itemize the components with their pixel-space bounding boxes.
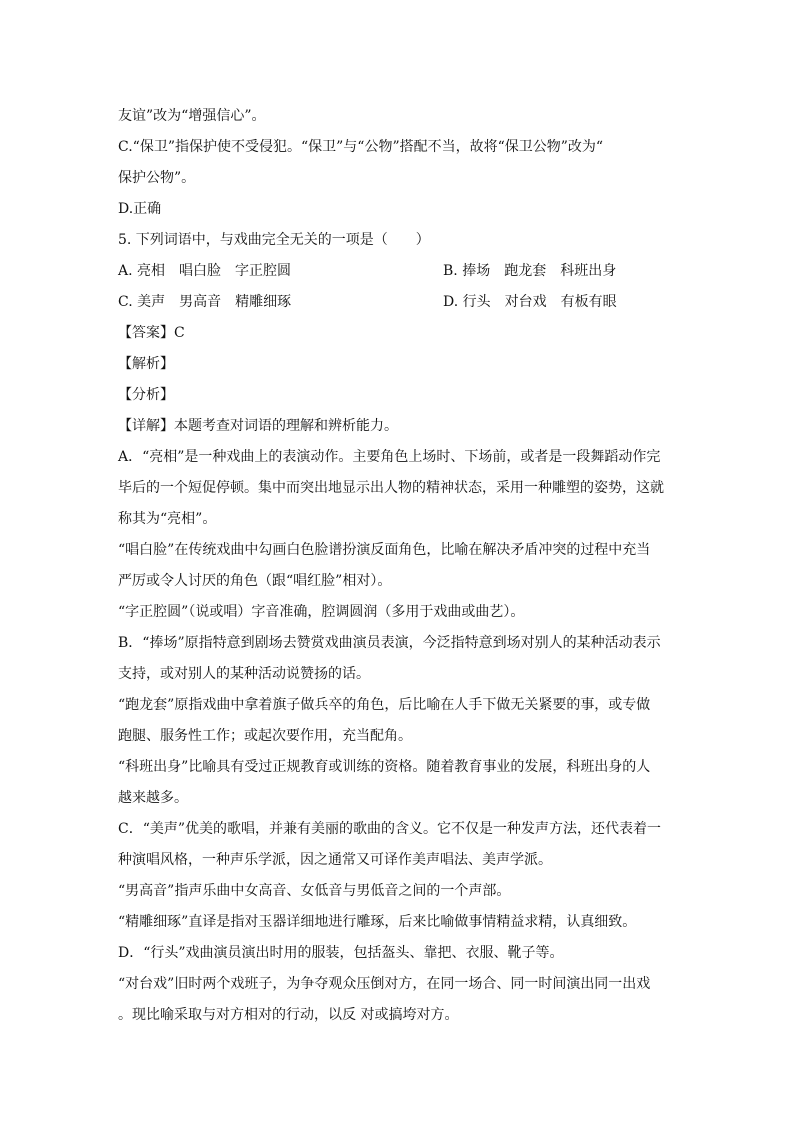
text-line: C.“保卫”指保护使不受侵犯。“保卫”与“公物”搭配不当，故将“保卫公物”改为“	[118, 139, 604, 155]
text-line: 保护公物”。	[118, 170, 196, 186]
detail-line: 支持，或对别人的某种活动说赞扬的话。	[118, 666, 370, 682]
detail-line: 。现比喻采取与对方相对的行动，以反 对或搞垮对方。	[118, 1007, 459, 1023]
detail-line: 严厉或令人讨厌的角色（跟“唱红脸”相对）。	[118, 573, 392, 589]
detail-line: C．“美声”优美的歌唱，并兼有美丽的歌曲的含义。它不仅是一种发声方法，还代表着一	[118, 821, 662, 837]
fenxi-heading: 【分析】	[118, 387, 174, 403]
detail-line: “男高音”指声乐曲中女高音、女低音与男低音之间的一个声部。	[118, 883, 511, 899]
detail-line: “跑龙套”原指戏曲中拿着旗子做兵卒的角色，后比喻在人手下做无关紧要的事，或专做	[118, 697, 651, 713]
detail-line: 种演唱风格，一种声乐学派，因之通常又可译作美声唱法、美声学派。	[118, 852, 552, 868]
options-row-1	[118, 256, 678, 287]
option-a: A. 亮相 唱白脸 字正腔圆	[118, 263, 292, 279]
text-line: D.正确	[118, 201, 162, 217]
options-row-2	[118, 287, 678, 318]
detail-line: 越来越多。	[118, 790, 188, 806]
analysis-heading: 【解析】	[118, 356, 174, 372]
detail-line: 称其为“亮相”。	[118, 511, 217, 527]
detail-line: 跑腿、服务性工作；或起次要作用，充当配角。	[118, 728, 412, 744]
option-b: B. 捧场 跑龙套 科班出身	[443, 263, 617, 279]
detail-line: “字正腔圆”（说或唱）字音准确，腔调圆润（多用于戏曲或曲艺）。	[118, 604, 525, 620]
option-d: D. 行头 对台戏 有板有眼	[443, 294, 617, 310]
answer-line: 【答案】C	[118, 325, 185, 341]
detail-line: A．“亮相”是一种戏曲上的表演动作。主要角色上场时、下场前，或者是一段舞蹈动作完	[118, 449, 661, 465]
question-stem: 5. 下列词语中，与戏曲完全无关的一项是（ ）	[118, 232, 430, 248]
detail-line: “科班出身”比喻具有受过正规教育或训练的资格。随着教育事业的发展，科班出身的人	[118, 759, 651, 775]
detail-line: 【详解】本题考查对词语的理解和辨析能力。	[118, 418, 398, 434]
detail-line: “唱白脸”在传统戏曲中勾画白色脸谱扮演反面角色，比喻在解决矛盾冲突的过程中充当	[118, 542, 651, 558]
text-line: 友谊”改为“增强信心”。	[118, 108, 266, 124]
detail-line: “精雕细琢”直译是指对玉器详细地进行雕琢，后来比喻做事情精益求精，认真细致。	[118, 914, 637, 930]
option-c: C. 美声 男高音 精雕细琢	[118, 294, 292, 310]
detail-line: “对台戏”旧时两个戏班子，为争夺观众压倒对方，在同一场合、同一时间演出同一出戏	[118, 976, 651, 992]
detail-line: D．“行头”戏曲演员演出时用的服装，包括盔头、靠把、衣服、靴子等。	[118, 945, 564, 961]
detail-line: 毕后的一个短促停顿。集中而突出地显示出人物的精神状态，采用一种雕塑的姿势，这就	[118, 480, 664, 496]
document-body	[118, 101, 678, 1031]
detail-line: B．“捧场”原指特意到剧场去赞赏戏曲演员表演，今泛指特意到场对别人的某种活动表示	[118, 635, 661, 651]
